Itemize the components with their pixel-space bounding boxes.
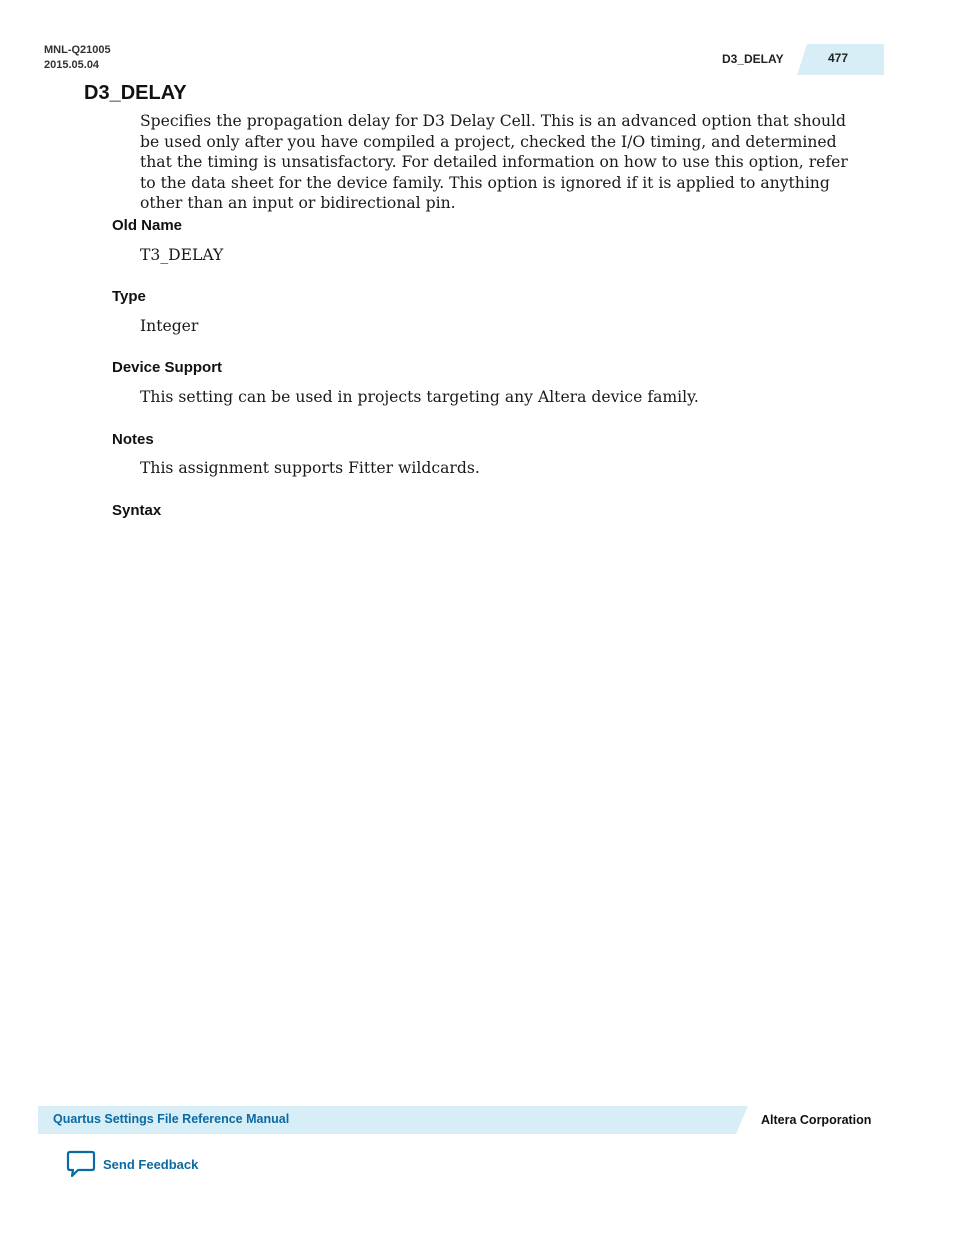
old-name-heading: Old Name bbox=[112, 217, 183, 234]
type-value: Integer bbox=[140, 317, 199, 335]
device-support-text: This setting can be used in projects targeting any Altera device family. bbox=[140, 388, 699, 406]
device-support-heading: Device Support bbox=[112, 359, 223, 376]
document-id bbox=[44, 43, 111, 73]
syntax-heading: Syntax bbox=[112, 502, 162, 519]
speech-bubble-icon bbox=[66, 1150, 96, 1178]
running-header-section: D3_DELAY bbox=[722, 52, 784, 66]
page-title: D3_DELAY bbox=[84, 82, 187, 104]
type-heading: Type bbox=[112, 288, 146, 305]
doc-number: MNL-Q21005 bbox=[44, 44, 111, 56]
send-feedback-label: Send Feedback bbox=[103, 1156, 199, 1172]
old-name-value: T3_DELAY bbox=[140, 246, 224, 264]
notes-text: This assignment supports Fitter wildcards. bbox=[140, 459, 480, 477]
notes-heading: Notes bbox=[112, 431, 154, 448]
footer-company: Altera Corporation bbox=[761, 1113, 872, 1127]
doc-date: 2015.05.04 bbox=[44, 59, 100, 71]
send-feedback-link[interactable] bbox=[66, 1150, 198, 1178]
page-number: 477 bbox=[828, 51, 849, 65]
footer-manual-title[interactable]: Quartus Settings File Reference Manual bbox=[53, 1112, 290, 1126]
description-paragraph: Specifies the propagation delay for D3 Delay Cell. This is an advanced option that should be used only after you have compiled a project, checked the I/O timing, and determined that the timing is unsatisfactory. For detailed information on how to use this option, refer to the data sheet for the device family. This option is ignored if it is applied to anything other than an input or bidirectional pin. bbox=[140, 112, 848, 213]
